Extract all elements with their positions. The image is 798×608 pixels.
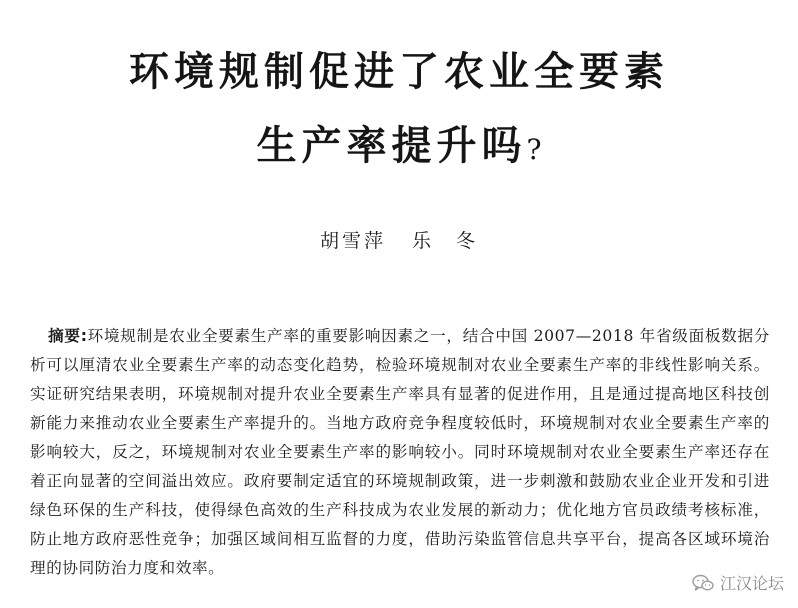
article-title-line-1 xyxy=(0,48,798,96)
author-name: 胡雪萍 xyxy=(319,230,386,252)
article-title-line-2 xyxy=(0,122,798,174)
watermark xyxy=(692,571,784,594)
title-text-2: 生产率提升吗 xyxy=(256,123,527,169)
article-authors xyxy=(0,228,798,254)
abstract-text: 环境规制是农业全要素生产率的重要影响因素之一，结合中国 2007—2018 年省级面板数据分析可以厘清农业全要素生产率的动态变化趋势，检验环境规制对农业全要素生产率的非线性影响关系。实证研究结果表明，环境规制对提升农业全要素生产率具有显著的促进作用，且是通过提高地区科技创新能力来推动农业全要素生产率提升的。当地方政府竞争程度较低时，环境规制对农业全要素生产率的影响较大，反之，环境规制对农业全要素生产率的影响较小。同时环境规制对农业全要素生产率还存在着正向显著的空间溢出效应。政府要制定适宜的环境规制政策，进一步刺激和鼓励农业企业开发和引进绿色环保的生产科技，使得绿色高效的生产科技成为农业发展的新动力；优化地方官员政绩考核标准，防止地方政府恶性竞争；加强区域间相互监督的力度，借助污染监管信息共享平台，提高各区域环境治理的协同防治力度和效率。 xyxy=(30,327,770,577)
author-name: 乐 冬 xyxy=(412,230,479,252)
watermark-text: 江汉论坛 xyxy=(719,574,784,593)
title-question-mark: ? xyxy=(526,133,542,166)
title-text-1: 环境规制促进了农业全要素 xyxy=(129,49,669,95)
abstract-label: 摘要: xyxy=(48,327,88,345)
wechat-icon xyxy=(692,574,714,592)
abstract-paragraph xyxy=(30,322,770,583)
